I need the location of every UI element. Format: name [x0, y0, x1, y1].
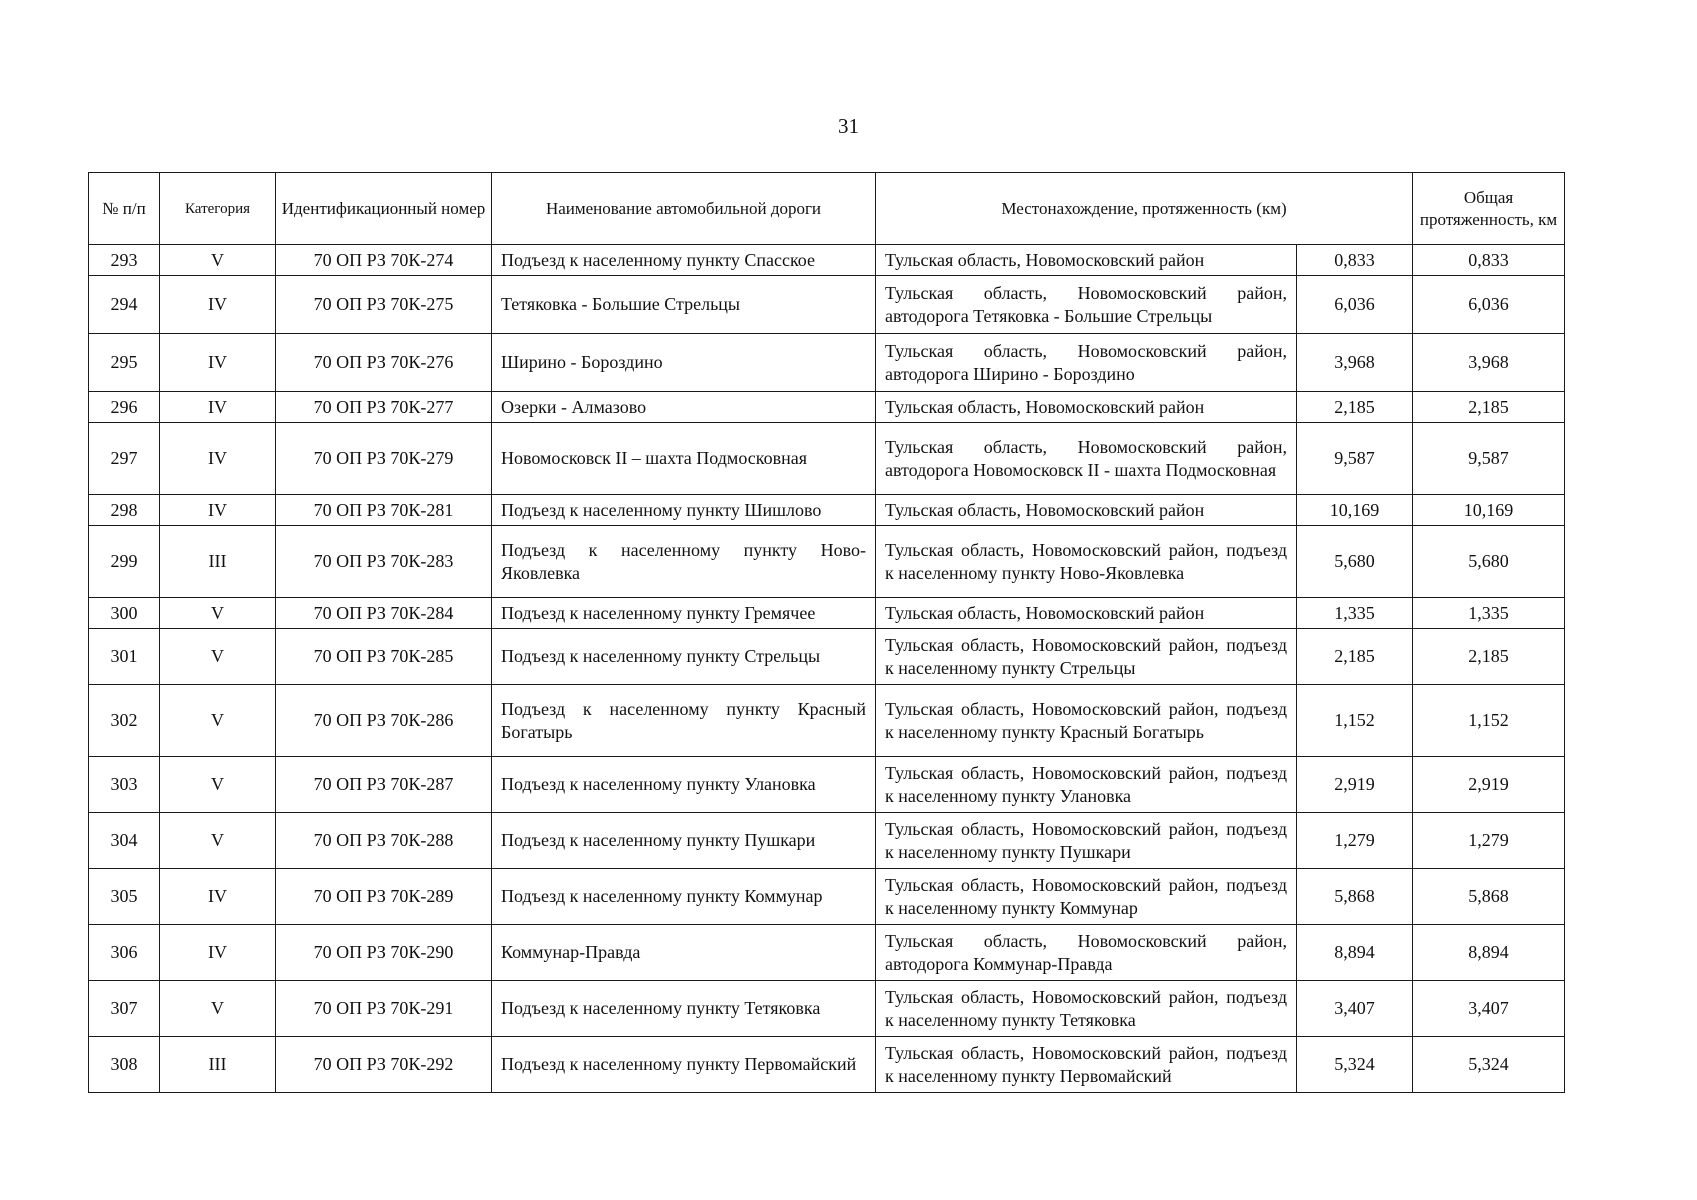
row-id: 70 ОП РЗ 70К-285 [276, 629, 492, 685]
row-location: Тульская область, Новомосковский район, автодорога Новомосковск II - шахта Подмосковная [876, 423, 1297, 495]
header-category: Категория [160, 173, 276, 245]
row-number: 304 [89, 813, 160, 869]
header-id: Идентификационный номер [276, 173, 492, 245]
row-category: IV [160, 392, 276, 423]
row-length: 10,169 [1297, 495, 1413, 526]
row-location: Тульская область, Новомосковский район, подъезд к населенному пункту Красный Богатырь [876, 685, 1297, 757]
row-road-name: Подъезд к населенному пункту Ново-Яковлевка [492, 526, 876, 598]
row-number: 300 [89, 598, 160, 629]
row-length: 9,587 [1297, 423, 1413, 495]
row-location: Тульская область, Новомосковский район [876, 392, 1297, 423]
row-total-length: 0,833 [1413, 245, 1565, 276]
row-length: 2,919 [1297, 757, 1413, 813]
row-category: V [160, 245, 276, 276]
row-id: 70 ОП РЗ 70К-286 [276, 685, 492, 757]
row-id: 70 ОП РЗ 70К-290 [276, 925, 492, 981]
table-row [89, 526, 1565, 598]
row-location: Тульская область, Новомосковский район, подъезд к населенному пункту Ново-Яковлевка [876, 526, 1297, 598]
row-length: 3,968 [1297, 334, 1413, 392]
row-length: 3,407 [1297, 981, 1413, 1037]
row-id: 70 ОП РЗ 70К-289 [276, 869, 492, 925]
row-location: Тульская область, Новомосковский район, подъезд к населенному пункту Первомайский [876, 1037, 1297, 1093]
table-row [89, 423, 1565, 495]
row-road-name: Новомосковск II – шахта Подмосковная [492, 423, 876, 495]
row-road-name: Подъезд к населенному пункту Красный Богатырь [492, 685, 876, 757]
row-total-length: 2,185 [1413, 629, 1565, 685]
row-number: 299 [89, 526, 160, 598]
row-road-name: Подъезд к населенному пункту Коммунар [492, 869, 876, 925]
row-total-length: 1,279 [1413, 813, 1565, 869]
row-location: Тульская область, Новомосковский район, автодорога Тетяковка - Большие Стрельцы [876, 276, 1297, 334]
row-road-name: Подъезд к населенному пункту Гремячее [492, 598, 876, 629]
row-category: V [160, 685, 276, 757]
row-total-length: 8,894 [1413, 925, 1565, 981]
row-category: V [160, 813, 276, 869]
row-number: 293 [89, 245, 160, 276]
row-road-name: Подъезд к населенному пункту Улановка [492, 757, 876, 813]
row-number: 298 [89, 495, 160, 526]
row-road-name: Коммунар-Правда [492, 925, 876, 981]
row-road-name: Подъезд к населенному пункту Первомайский [492, 1037, 876, 1093]
row-category: V [160, 629, 276, 685]
row-total-length: 10,169 [1413, 495, 1565, 526]
table-body [89, 245, 1565, 1093]
row-category: V [160, 981, 276, 1037]
row-category: IV [160, 334, 276, 392]
row-road-name: Озерки - Алмазово [492, 392, 876, 423]
row-number: 308 [89, 1037, 160, 1093]
row-length: 0,833 [1297, 245, 1413, 276]
row-total-length: 1,152 [1413, 685, 1565, 757]
row-total-length: 6,036 [1413, 276, 1565, 334]
table-row [89, 813, 1565, 869]
row-number: 296 [89, 392, 160, 423]
row-length: 1,279 [1297, 813, 1413, 869]
row-road-name: Тетяковка - Большие Стрельцы [492, 276, 876, 334]
row-location: Тульская область, Новомосковский район, подъезд к населенному пункту Пушкари [876, 813, 1297, 869]
row-total-length: 2,919 [1413, 757, 1565, 813]
row-length: 2,185 [1297, 392, 1413, 423]
row-length: 5,868 [1297, 869, 1413, 925]
row-category: V [160, 757, 276, 813]
row-road-name: Подъезд к населенному пункту Спасское [492, 245, 876, 276]
row-number: 302 [89, 685, 160, 757]
row-category: III [160, 1037, 276, 1093]
page-number: 31 [838, 114, 859, 138]
row-id: 70 ОП РЗ 70К-292 [276, 1037, 492, 1093]
row-location: Тульская область, Новомосковский район [876, 245, 1297, 276]
table-row [89, 757, 1565, 813]
row-total-length: 3,407 [1413, 981, 1565, 1037]
table-row [89, 629, 1565, 685]
row-location: Тульская область, Новомосковский район, автодорога Ширино - Бороздино [876, 334, 1297, 392]
table-row [89, 245, 1565, 276]
row-location: Тульская область, Новомосковский район [876, 598, 1297, 629]
row-length: 1,152 [1297, 685, 1413, 757]
row-length: 5,680 [1297, 526, 1413, 598]
table-row [89, 276, 1565, 334]
row-length: 8,894 [1297, 925, 1413, 981]
row-number: 294 [89, 276, 160, 334]
row-id: 70 ОП РЗ 70К-277 [276, 392, 492, 423]
row-road-name: Ширино - Бороздино [492, 334, 876, 392]
row-id: 70 ОП РЗ 70К-291 [276, 981, 492, 1037]
row-number: 306 [89, 925, 160, 981]
row-road-name: Подъезд к населенному пункту Стрельцы [492, 629, 876, 685]
row-category: IV [160, 276, 276, 334]
row-number: 301 [89, 629, 160, 685]
header-name: Наименование автомобильной дороги [492, 173, 876, 245]
row-total-length: 2,185 [1413, 392, 1565, 423]
row-location: Тульская область, Новомосковский район, автодорога Коммунар-Правда [876, 925, 1297, 981]
row-category: IV [160, 423, 276, 495]
row-number: 307 [89, 981, 160, 1037]
row-category: IV [160, 869, 276, 925]
row-location: Тульская область, Новомосковский район, подъезд к населенному пункту Тетяковка [876, 981, 1297, 1037]
row-road-name: Подъезд к населенному пункту Шишлово [492, 495, 876, 526]
row-total-length: 9,587 [1413, 423, 1565, 495]
row-id: 70 ОП РЗ 70К-284 [276, 598, 492, 629]
row-road-name: Подъезд к населенному пункту Тетяковка [492, 981, 876, 1037]
table-row [89, 495, 1565, 526]
row-length: 2,185 [1297, 629, 1413, 685]
row-total-length: 5,324 [1413, 1037, 1565, 1093]
row-id: 70 ОП РЗ 70К-287 [276, 757, 492, 813]
header-total: Общая протяженность, км [1413, 173, 1565, 245]
row-location: Тульская область, Новомосковский район, подъезд к населенному пункту Коммунар [876, 869, 1297, 925]
row-number: 305 [89, 869, 160, 925]
header-num: № п/п [89, 173, 160, 245]
table-row [89, 1037, 1565, 1093]
row-id: 70 ОП РЗ 70К-279 [276, 423, 492, 495]
row-number: 303 [89, 757, 160, 813]
table-row [89, 869, 1565, 925]
table-row [89, 925, 1565, 981]
roads-table [88, 172, 1565, 1093]
row-total-length: 3,968 [1413, 334, 1565, 392]
row-category: III [160, 526, 276, 598]
table-row [89, 392, 1565, 423]
header-location: Местонахождение, протяженность (км) [876, 173, 1413, 245]
row-total-length: 5,680 [1413, 526, 1565, 598]
table-row [89, 685, 1565, 757]
row-category: IV [160, 495, 276, 526]
row-category: IV [160, 925, 276, 981]
row-id: 70 ОП РЗ 70К-283 [276, 526, 492, 598]
row-number: 295 [89, 334, 160, 392]
row-id: 70 ОП РЗ 70К-276 [276, 334, 492, 392]
row-length: 1,335 [1297, 598, 1413, 629]
row-length: 6,036 [1297, 276, 1413, 334]
row-number: 297 [89, 423, 160, 495]
row-id: 70 ОП РЗ 70К-274 [276, 245, 492, 276]
row-total-length: 5,868 [1413, 869, 1565, 925]
row-id: 70 ОП РЗ 70К-275 [276, 276, 492, 334]
row-location: Тульская область, Новомосковский район [876, 495, 1297, 526]
table-row [89, 981, 1565, 1037]
row-road-name: Подъезд к населенному пункту Пушкари [492, 813, 876, 869]
row-length: 5,324 [1297, 1037, 1413, 1093]
table-row [89, 598, 1565, 629]
row-id: 70 ОП РЗ 70К-288 [276, 813, 492, 869]
table-row [89, 334, 1565, 392]
row-id: 70 ОП РЗ 70К-281 [276, 495, 492, 526]
row-category: V [160, 598, 276, 629]
table-header-row [89, 173, 1565, 245]
row-total-length: 1,335 [1413, 598, 1565, 629]
row-location: Тульская область, Новомосковский район, подъезд к населенному пункту Улановка [876, 757, 1297, 813]
row-location: Тульская область, Новомосковский район, подъезд к населенному пункту Стрельцы [876, 629, 1297, 685]
